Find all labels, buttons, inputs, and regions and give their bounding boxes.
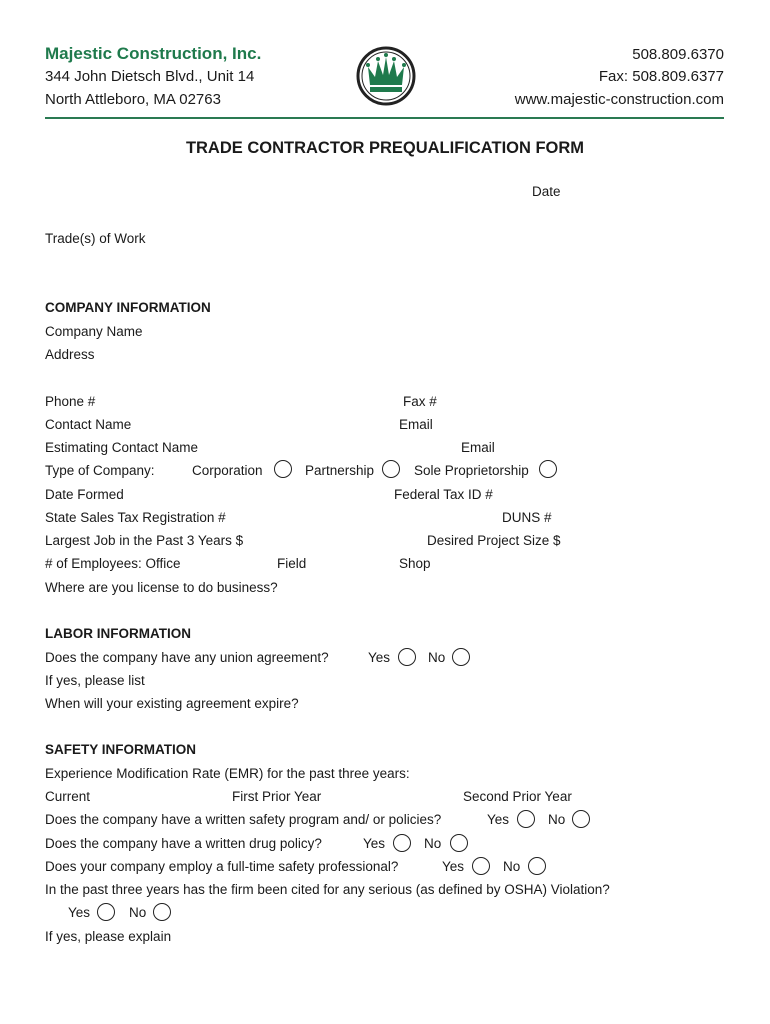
- safety-pro-question: Does your company employ a full-time safety professional?: [45, 859, 399, 874]
- company-name-field[interactable]: [149, 322, 724, 338]
- labor-info-heading: LABOR INFORMATION: [45, 626, 191, 641]
- company-name: Majestic Construction, Inc.: [45, 44, 262, 63]
- fax-field[interactable]: [441, 392, 724, 408]
- emr-label: Experience Modification Rate (EMR) for the past three years:: [45, 766, 410, 781]
- header-divider: [45, 117, 724, 119]
- safety-program-no-label: No: [548, 812, 566, 827]
- union-list-label: If yes, please list: [45, 673, 145, 688]
- email-label: Email: [399, 417, 433, 432]
- osha-explain-field[interactable]: [184, 927, 724, 943]
- osha-explain-field-line2[interactable]: [45, 950, 724, 966]
- federal-tax-field[interactable]: [509, 485, 724, 501]
- date-formed-label: Date Formed: [45, 487, 124, 502]
- desired-size-label: Desired Project Size $: [427, 533, 561, 548]
- trades-field-line2[interactable]: [45, 252, 724, 268]
- company-fax: Fax: 508.809.6377: [598, 68, 724, 85]
- contact-name-label: Contact Name: [45, 417, 132, 432]
- safety-program-yes-radio[interactable]: [517, 810, 535, 828]
- union-no-radio[interactable]: [452, 648, 470, 666]
- drug-policy-question: Does the company have a written drug policy?: [45, 836, 322, 851]
- safety-pro-no-label: No: [503, 859, 521, 874]
- sole-proprietorship-label: Sole Proprietorship: [414, 463, 529, 478]
- fax-label: Fax #: [403, 394, 437, 409]
- union-yes-radio[interactable]: [398, 648, 416, 666]
- safety-info-heading: SAFETY INFORMATION: [45, 742, 196, 757]
- union-no-label: No: [428, 650, 446, 665]
- date-label: Date: [532, 184, 561, 199]
- company-type-label: Type of Company:: [45, 463, 155, 478]
- union-question: Does the company have any union agreement?: [45, 650, 329, 665]
- date-formed-field[interactable]: [131, 485, 379, 501]
- emr-current-label: Current: [45, 789, 91, 804]
- corporation-label: Corporation: [192, 463, 263, 478]
- emr-first-prior-field[interactable]: [327, 787, 445, 803]
- desired-size-field[interactable]: [565, 531, 724, 547]
- trades-field[interactable]: [149, 229, 724, 245]
- expire-field[interactable]: [316, 694, 724, 710]
- employees-shop-label: Shop: [399, 556, 431, 571]
- largest-job-field[interactable]: [251, 531, 408, 547]
- date-field[interactable]: [566, 182, 724, 198]
- union-list-field[interactable]: [157, 671, 724, 687]
- duns-field[interactable]: [558, 508, 724, 524]
- email2-label: Email: [461, 440, 495, 455]
- safety-program-no-radio[interactable]: [572, 810, 590, 828]
- estimating-contact-label: Estimating Contact Name: [45, 440, 199, 455]
- state-sales-tax-field[interactable]: [233, 508, 483, 524]
- emr-second-prior-field[interactable]: [579, 787, 697, 803]
- emr-first-prior-label: First Prior Year: [232, 789, 322, 804]
- company-address-line1: 344 John Dietsch Blvd., Unit 14: [45, 68, 255, 85]
- osha-yes-radio[interactable]: [97, 903, 115, 921]
- expire-question: When will your existing agreement expire?: [45, 696, 299, 711]
- contact-name-field[interactable]: [138, 415, 388, 431]
- duns-label: DUNS #: [502, 510, 552, 525]
- safety-program-question: Does the company have a written safety program and/ or policies?: [45, 812, 442, 827]
- sole-proprietorship-radio[interactable]: [539, 460, 557, 478]
- partnership-radio[interactable]: [382, 460, 400, 478]
- company-phone: 508.809.6370: [632, 46, 724, 63]
- drug-policy-yes-radio[interactable]: [393, 834, 411, 852]
- emr-current-field[interactable]: [97, 787, 213, 803]
- crown-logo: [355, 45, 417, 107]
- safety-pro-yes-label: Yes: [442, 859, 465, 874]
- osha-question: In the past three years has the firm been cited for any serious (as defined by OSHA) Violation?: [45, 882, 610, 897]
- company-address-line2: North Attleboro, MA 02763: [45, 91, 221, 108]
- license-field[interactable]: [295, 578, 724, 594]
- employees-field-label: Field: [277, 556, 307, 571]
- address-field-line2[interactable]: [45, 368, 724, 384]
- drug-policy-no-radio[interactable]: [450, 834, 468, 852]
- federal-tax-label: Federal Tax ID #: [394, 487, 493, 502]
- address-field[interactable]: [101, 345, 724, 361]
- union-yes-label: Yes: [368, 650, 391, 665]
- email2-field[interactable]: [502, 438, 724, 454]
- employees-field-field[interactable]: [312, 554, 381, 570]
- state-sales-tax-label: State Sales Tax Registration #: [45, 510, 226, 525]
- largest-job-label: Largest Job in the Past 3 Years $: [45, 533, 244, 548]
- phone-field[interactable]: [101, 392, 391, 408]
- osha-explain-label: If yes, please explain: [45, 929, 172, 944]
- safety-pro-no-radio[interactable]: [528, 857, 546, 875]
- phone-label: Phone #: [45, 394, 96, 409]
- address-label: Address: [45, 347, 95, 362]
- employees-office-label: # of Employees: Office: [45, 556, 181, 571]
- trades-label: Trade(s) of Work: [45, 231, 146, 246]
- form-title: TRADE CONTRACTOR PREQUALIFICATION FORM: [185, 139, 585, 157]
- company-info-heading: COMPANY INFORMATION: [45, 300, 211, 315]
- safety-pro-yes-radio[interactable]: [472, 857, 490, 875]
- company-name-label: Company Name: [45, 324, 143, 339]
- drug-policy-yes-label: Yes: [363, 836, 386, 851]
- email-field[interactable]: [437, 415, 724, 431]
- company-website[interactable]: www.majestic-construction.com: [514, 91, 724, 108]
- drug-policy-no-label: No: [424, 836, 442, 851]
- emr-second-prior-label: Second Prior Year: [463, 789, 572, 804]
- employees-office-field[interactable]: [188, 554, 259, 570]
- partnership-label: Partnership: [305, 463, 375, 478]
- corporation-radio[interactable]: [274, 460, 292, 478]
- safety-program-yes-label: Yes: [487, 812, 510, 827]
- osha-yes-label: Yes: [68, 905, 91, 920]
- license-label: Where are you license to do business?: [45, 580, 278, 595]
- employees-shop-field[interactable]: [437, 554, 506, 570]
- osha-no-radio[interactable]: [153, 903, 171, 921]
- estimating-contact-field[interactable]: [207, 438, 457, 454]
- osha-no-label: No: [129, 905, 147, 920]
